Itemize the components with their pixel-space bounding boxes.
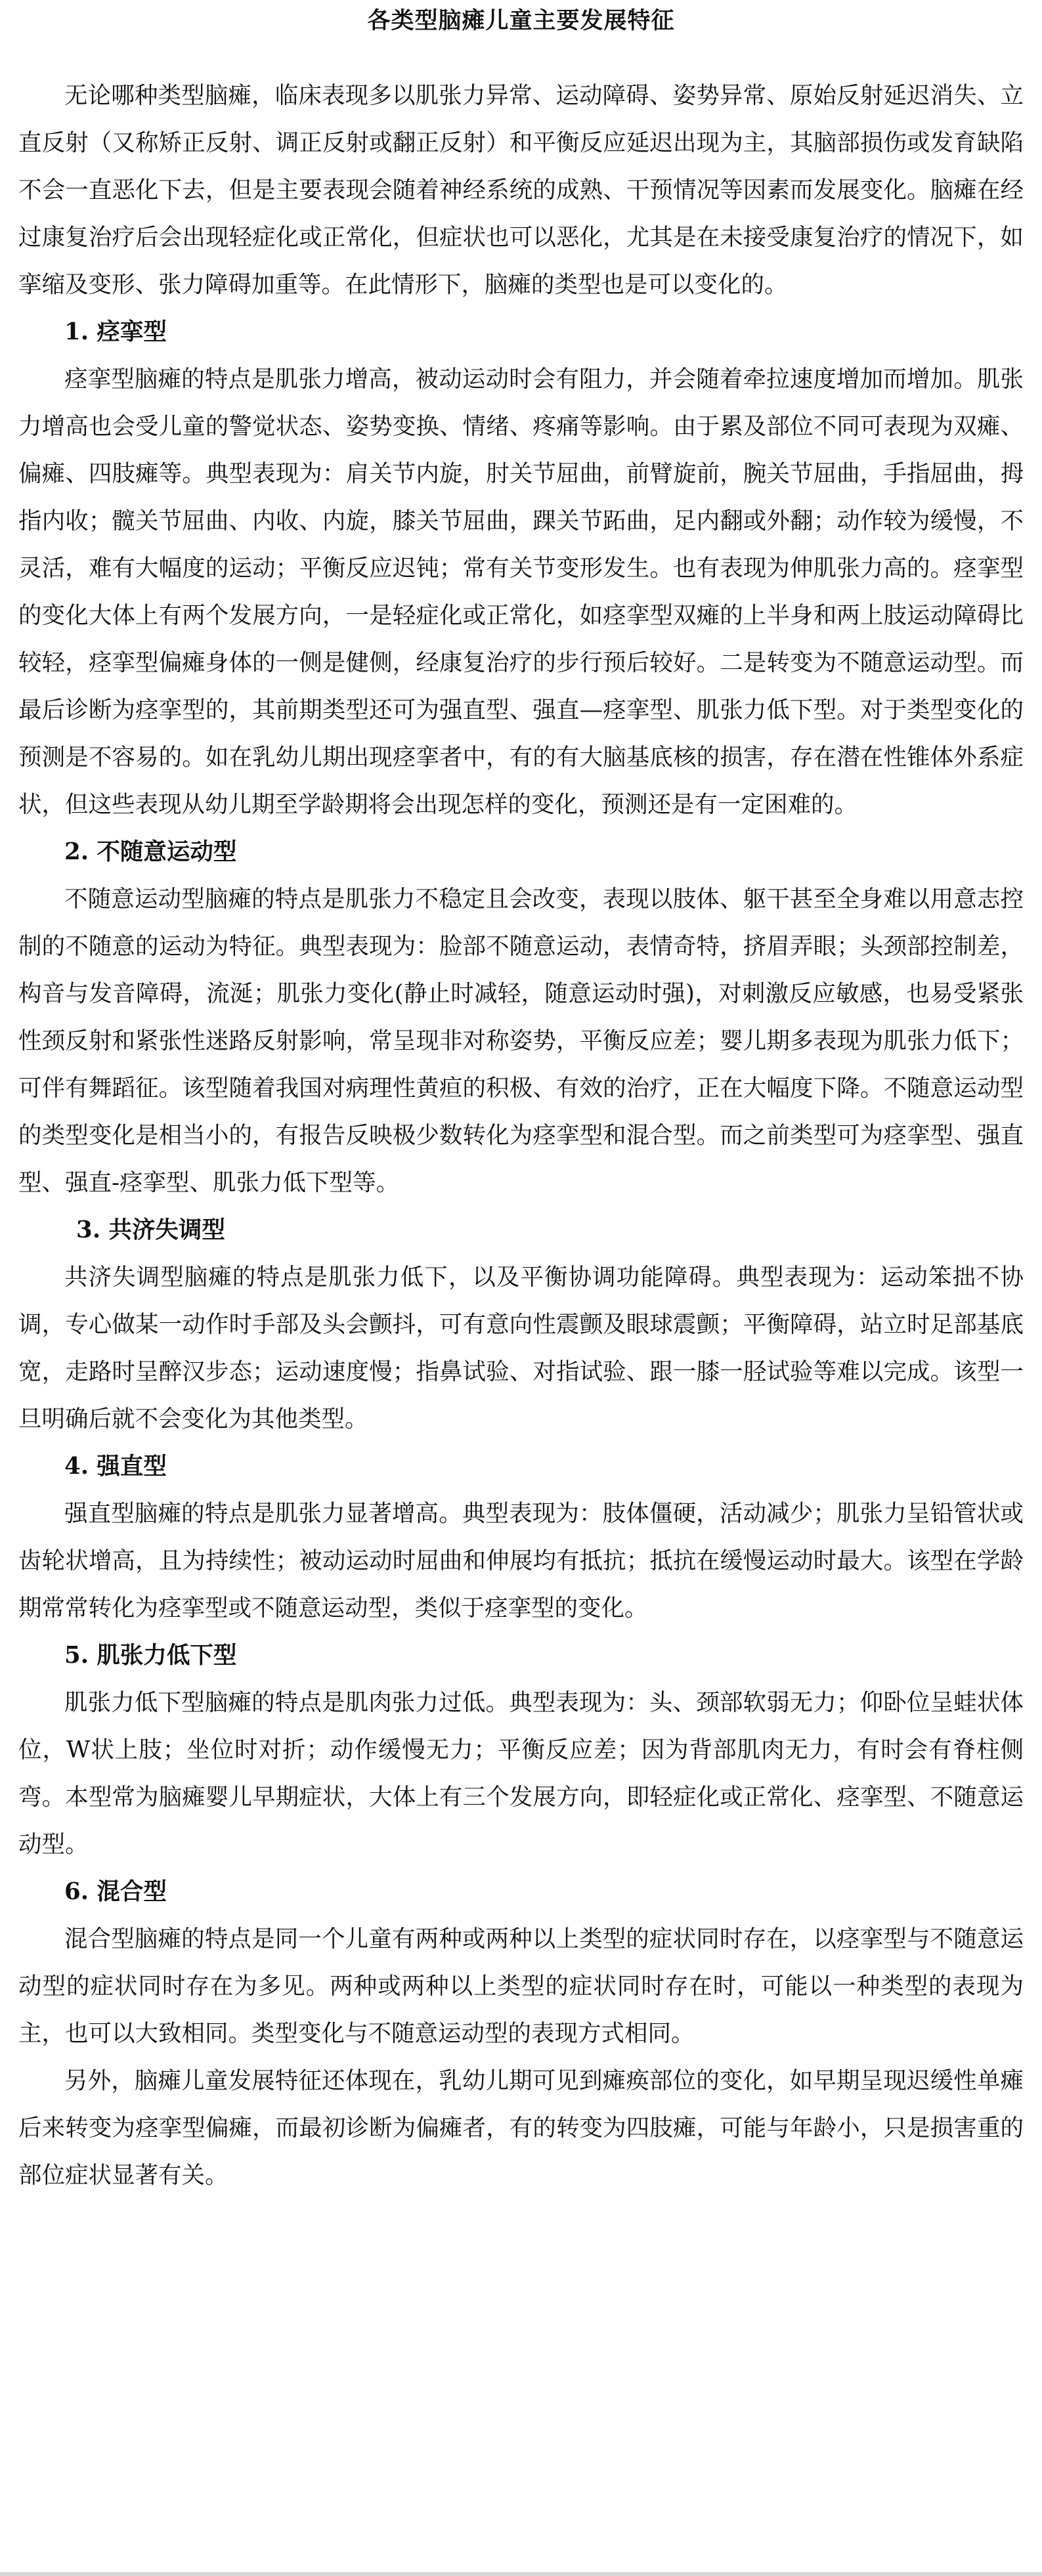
- section-paragraph: 不随意运动型脑瘫的特点是肌张力不稳定且会改变，表现以肢体、躯干甚至全身难以用意志控制的不随意的运动为特征。典型表现为：脸部不随意运动，表情奇特，挤眉弄眼；头颈部控制差，构音与发音障碍，流涎；肌张力变化(静止时减轻，随意运动时强)，对刺激反应敏感，也易受紧张性颈反射和紧张性迷路反射影响，常呈现非对称姿势，平衡反应差；婴儿期多表现为肌张力低下；可伴有舞蹈征。该型随着我国对病理性黄疸的积极、有效的治疗，正在大幅度下降。不随意运动型的类型变化是相当小的，有报告反映极少数转化为痉挛型和混合型。而之前类型可为痉挛型、强直型、强直-痉挛型、肌张力低下型等。: [18, 886, 1024, 1196]
- section-heading: 4. 强直型: [64, 1453, 167, 1480]
- section-paragraph: 混合型脑瘫的特点是同一个儿童有两种或两种以上类型的症状同时存在，以痉挛型与不随意运动型的症状同时存在为多见。两种或两种以上类型的症状同时存在时，可能以一种类型的表现为主，也可以大致相同。类型变化与不随意运动型的表现方式相同。: [18, 1925, 1024, 2047]
- bottom-divider: [0, 2572, 1042, 2576]
- section-paragraph: 强直型脑瘫的特点是肌张力显著增高。典型表现为：肢体僵硬，活动减少；肌张力呈铅管状或齿轮状增高，且为持续性；被动运动时屈曲和伸展均有抵抗；抵抗在缓慢运动时最大。该型在学龄期常常转化为痉挛型或不随意运动型，类似于痉挛型的变化。: [18, 1500, 1024, 1621]
- section-spastic: [18, 309, 1024, 828]
- document-title: 各类型脑瘫儿童主要发展特征: [367, 7, 675, 34]
- closing-paragraph: 另外，脑瘫儿童发展特征还体现在，乳幼儿期可见到瘫痪部位的变化，如早期呈现迟缓性单瘫后来转变为痉挛型偏瘫，而最初诊断为偏瘫者，有的转变为四肢瘫，可能与年龄小，只是损害重的部位症状显著有关。: [18, 2067, 1024, 2189]
- section-rigid: [18, 1443, 1024, 1632]
- document-body: [18, 72, 1024, 2199]
- section-paragraph: 肌张力低下型脑瘫的特点是肌肉张力过低。典型表现为：头、颈部软弱无力；仰卧位呈蛙状体位，W状上肢；坐位时对折；动作缓慢无力；平衡反应差；因为背部肌肉无力，有时会有脊柱侧弯。本型常为脑瘫婴儿早期症状，大体上有三个发展方向，即轻症化或正常化、痉挛型、不随意运动型。: [18, 1689, 1024, 1858]
- section-heading: 1. 痉挛型: [64, 318, 167, 345]
- section-heading: 3. 共济失调型: [76, 1216, 225, 1243]
- document-page: [0, 8, 1042, 2576]
- intro-paragraph: 无论哪种类型脑瘫，临床表现多以肌张力异常、运动障碍、姿势异常、原始反射延迟消失、立直反射（又称矫正反射、调正反射或翻正反射）和平衡反应延迟出现为主，其脑部损伤或发育缺陷不会一直恶化下去，但是主要表现会随着神经系统的成熟、干预情况等因素而发展变化。脑瘫在经过康复治疗后会出现轻症化或正常化，但症状也可以恶化，尤其是在未接受康复治疗的情况下，如挛缩及变形、张力障碍加重等。在此情形下，脑瘫的类型也是可以变化的。: [18, 82, 1024, 298]
- section-dyskinetic: [18, 828, 1024, 1207]
- section-mixed: [18, 1868, 1024, 2199]
- section-hypotonic: [18, 1632, 1024, 1868]
- section-heading: 2. 不随意运动型: [64, 838, 237, 865]
- section-paragraph: 共济失调型脑瘫的特点是肌张力低下，以及平衡协调功能障碍。典型表现为：运动笨拙不协调，专心做某一动作时手部及头会颤抖，可有意向性震颤及眼球震颤；平衡障碍，站立时足部基底宽，走路时呈醉汉步态；运动速度慢；指鼻试验、对指试验、跟一膝一胫试验等难以完成。该型一旦明确后就不会变化为其他类型。: [18, 1264, 1024, 1432]
- section-heading: 5. 肌张力低下型: [64, 1642, 237, 1669]
- section-heading: 6. 混合型: [64, 1878, 167, 1905]
- section-ataxic: [18, 1207, 1024, 1443]
- section-paragraph: 痉挛型脑瘫的特点是肌张力增高，被动运动时会有阻力，并会随着牵拉速度增加而增加。肌张力增高也会受儿童的警觉状态、姿势变换、情绪、疼痛等影响。由于累及部位不同可表现为双瘫、偏瘫、四肢瘫等。典型表现为：肩关节内旋，肘关节屈曲，前臂旋前，腕关节屈曲，手指屈曲，拇指内收；髋关节屈曲、内收、内旋，膝关节屈曲，踝关节跖曲，足内翻或外翻；动作较为缓慢，不灵活，难有大幅度的运动；平衡反应迟钝；常有关节变形发生。也有表现为伸肌张力高的。痉挛型的变化大体上有两个发展方向，一是轻症化或正常化，如痉挛型双瘫的上半身和两上肢运动障碍比较轻，痉挛型偏瘫身体的一侧是健侧，经康复治疗的步行预后较好。二是转变为不随意运动型。而最后诊断为痉挛型的，其前期类型还可为强直型、强直—痉挛型、肌张力低下型。对于类型变化的预测是不容易的。如在乳幼儿期出现痉挛者中，有的有大脑基底核的损害，存在潜在性锥体外系症状，但这些表现从幼儿期至学龄期将会出现怎样的变化，预测还是有一定困难的。: [18, 366, 1024, 818]
